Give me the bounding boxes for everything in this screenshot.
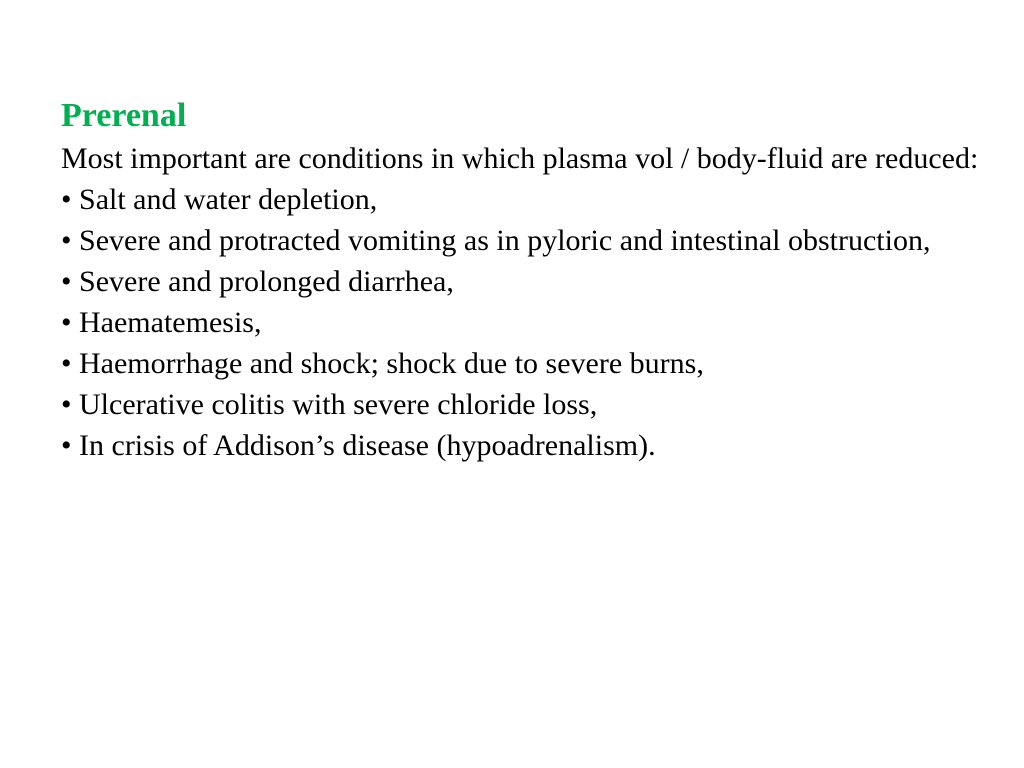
bullet-item — [61, 179, 979, 220]
bullet-item — [61, 220, 979, 261]
bullet-dot: • — [61, 347, 72, 380]
bullet-dot: • — [61, 429, 72, 462]
bullet-item — [61, 425, 979, 466]
bullet-dot: • — [61, 224, 72, 257]
bullet-text: Severe and prolonged diarrhea, — [79, 265, 454, 298]
bullet-text: Ulcerative colitis with severe chloride loss, — [79, 388, 598, 421]
bullet-list — [61, 179, 979, 466]
bullet-dot: • — [61, 183, 72, 216]
slide-title: Prerenal — [61, 97, 187, 134]
bullet-text: Salt and water depletion, — [79, 183, 378, 216]
bullet-dot: • — [61, 265, 72, 298]
bullet-text: In crisis of Addison’s disease (hypoadrenalism). — [79, 429, 656, 462]
bullet-item — [61, 343, 979, 384]
slide-content — [61, 94, 979, 466]
bullet-text: Haematemesis, — [79, 306, 262, 339]
bullet-dot: • — [61, 388, 72, 421]
bullet-item — [61, 261, 979, 302]
bullet-item — [61, 302, 979, 343]
bullet-dot: • — [61, 306, 72, 339]
bullet-text: Severe and protracted vomiting as in pyloric and intestinal obstruction, — [79, 224, 931, 257]
bullet-text: Haemorrhage and shock; shock due to severe burns, — [79, 347, 704, 380]
bullet-item — [61, 384, 979, 425]
intro-text: Most important are conditions in which plasma vol / body-fluid are reduced: — [61, 142, 979, 175]
